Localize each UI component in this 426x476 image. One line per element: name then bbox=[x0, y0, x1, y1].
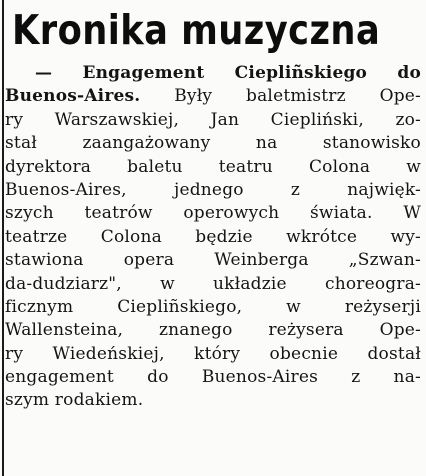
article-line: ficznym Ciepliñskiego, w reżyserji bbox=[5, 296, 421, 317]
article-lead-bold: — Engagement Ciepliñskiego do bbox=[35, 63, 421, 83]
article-line: Buenos-Aires. Były baletmistrz Ope- bbox=[5, 86, 421, 107]
article-line: stawiona opera Weinberga „Szwan- bbox=[5, 250, 421, 271]
article-body bbox=[5, 62, 421, 413]
column-rule bbox=[2, 0, 4, 476]
article-line: szych teatrów operowych świata. W bbox=[5, 203, 421, 224]
article-line: dyrektora baletu teatru Colona w bbox=[5, 156, 421, 177]
article-line bbox=[5, 62, 421, 85]
article-line: teatrze Colona będzie wkrótce wy- bbox=[5, 226, 421, 247]
article-line: da-dudziarz", w układzie choreogra- bbox=[5, 273, 421, 294]
article-line: stał zaangażowany na stanowisko bbox=[5, 133, 421, 154]
section-headline: Kronika muzyczna bbox=[12, 6, 381, 54]
article-line: Wallensteina, znanego reżysera Ope- bbox=[5, 320, 421, 341]
article-lead-bold: Buenos-Aires. bbox=[5, 86, 141, 107]
article-line: szym rodakiem. bbox=[5, 390, 144, 411]
next-article-cut-off bbox=[5, 458, 426, 476]
article-line: Buenos-Aires, jednego z najwięk- bbox=[5, 179, 421, 200]
article-line: ry Wiedeńskiej, który obecnie dostał bbox=[5, 343, 421, 364]
article-line: engagement do Buenos-Aires z na- bbox=[5, 367, 421, 388]
article-line: ry Warszawskiej, Jan Ciepliński, zo- bbox=[5, 109, 421, 130]
